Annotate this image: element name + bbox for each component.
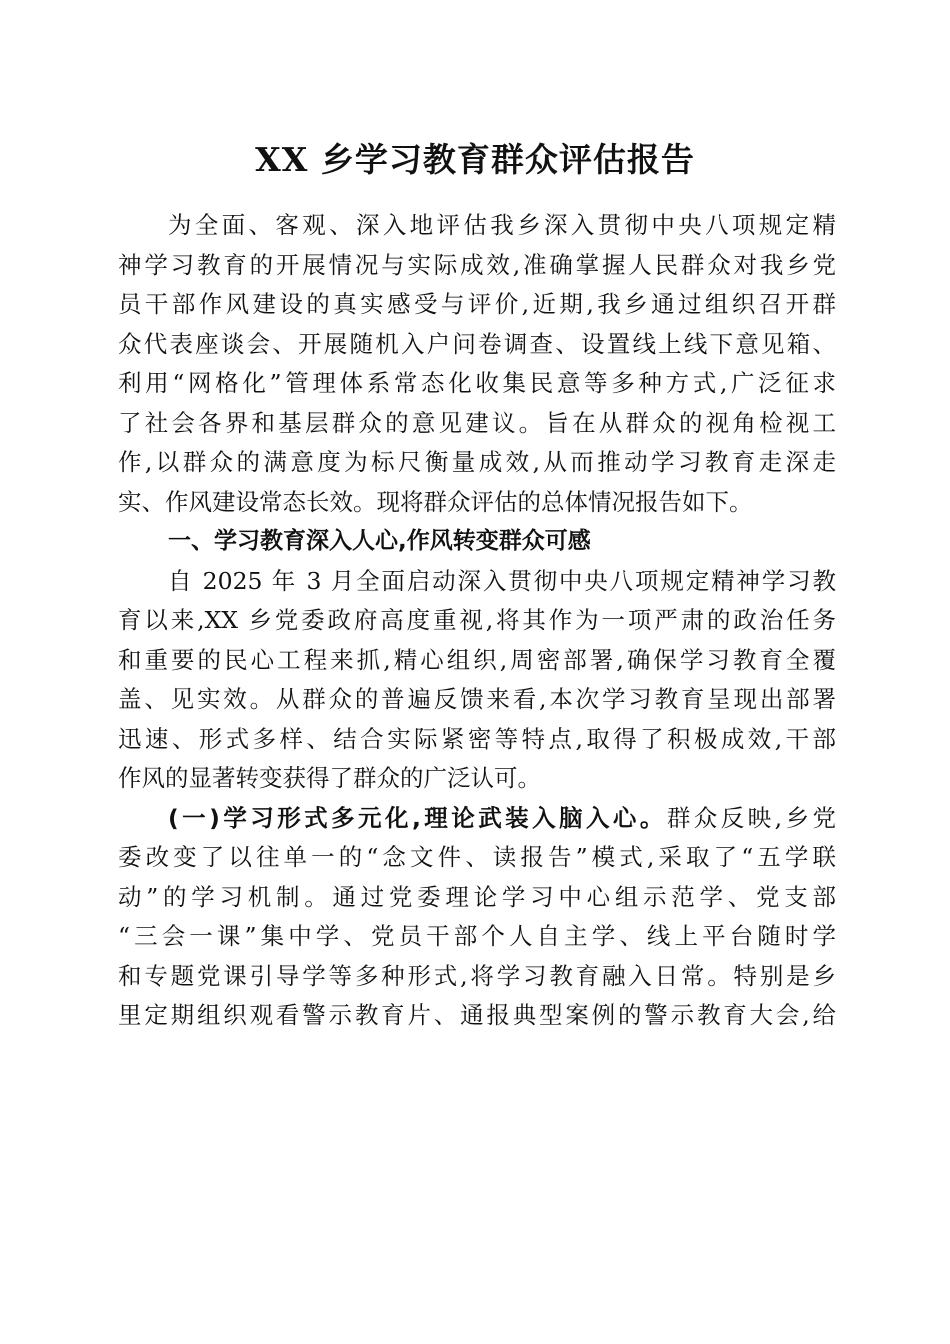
intro-line: 了社会各界和基层群众的意见建议。旨在从群众的视角检视工 [118, 408, 836, 437]
intro-line: 神学习教育的开展情况与实际成效,准确掌握人民群众对我乡党 [118, 250, 836, 279]
section1-line: 和重要的民心工程来抓,精心组织,周密部署,确保学习教育全覆 [118, 645, 836, 674]
intro-line: 实、作风建设常态长效。现将群众评估的总体情况报告如下。 [118, 487, 753, 516]
document-title: XX 乡学习教育群众评估报告 [255, 140, 695, 179]
subsection-line: 和专题党课引导学等多种形式,将学习教育融入日常。特别是乡 [118, 961, 836, 990]
subsection-line: 委改变了以往单一的“念文件、读报告”模式,采取了“五学联 [118, 843, 836, 871]
section1-line: 育以来,XX 乡党委政府高度重视,将其作为一项严肃的政治任务 [118, 606, 836, 634]
subsection-line: 里定期组织观看警示教育片、通报典型案例的警示教育大会,给 [118, 1001, 836, 1029]
section1-line: 自 2025 年 3 月全面启动深入贯彻中央八项规定精神学习教 [168, 566, 836, 595]
intro-line: 作,以群众的满意度为标尺衡量成效,从而推动学习教育走深走 [118, 448, 836, 476]
intro-line: 为全面、客观、深入地评估我乡深入贯彻中央八项规定精 [168, 211, 836, 239]
document-body [118, 206, 836, 1036]
section1-line: 迅速、形式多样、结合实际紧密等特点,取得了积极成效,干部 [118, 724, 836, 753]
intro-line: 众代表座谈会、开展随机入户问卷调查、设置线上线下意见箱、 [118, 329, 836, 358]
section1-line: 作风的显著转变获得了群众的广泛认可。 [118, 764, 541, 792]
intro-line: 利用“网格化”管理体系常态化收集民意等多种方式,广泛征求 [118, 369, 836, 397]
subsection-lead-rest: 群众反映,乡党 [666, 803, 836, 832]
subsection-lead: (一)学习形式多元化,理论武装入脑入心。 [168, 803, 667, 832]
section-heading: 一、学习教育深入人心,作风转变群众可感 [168, 528, 591, 554]
subsection-first-line [118, 799, 836, 839]
intro-line: 员干部作风建设的真实感受与评价,近期,我乡通过组织召开群 [118, 290, 836, 318]
section1-line: 盖、见实效。从群众的普遍反馈来看,本次学习教育呈现出部署 [118, 685, 836, 713]
subsection-line: “三会一课”集中学、党员干部个人自主学、线上平台随时学 [118, 922, 836, 950]
subsection-line: 动”的学习机制。通过党委理论学习中心组示范学、党支部 [118, 882, 836, 911]
